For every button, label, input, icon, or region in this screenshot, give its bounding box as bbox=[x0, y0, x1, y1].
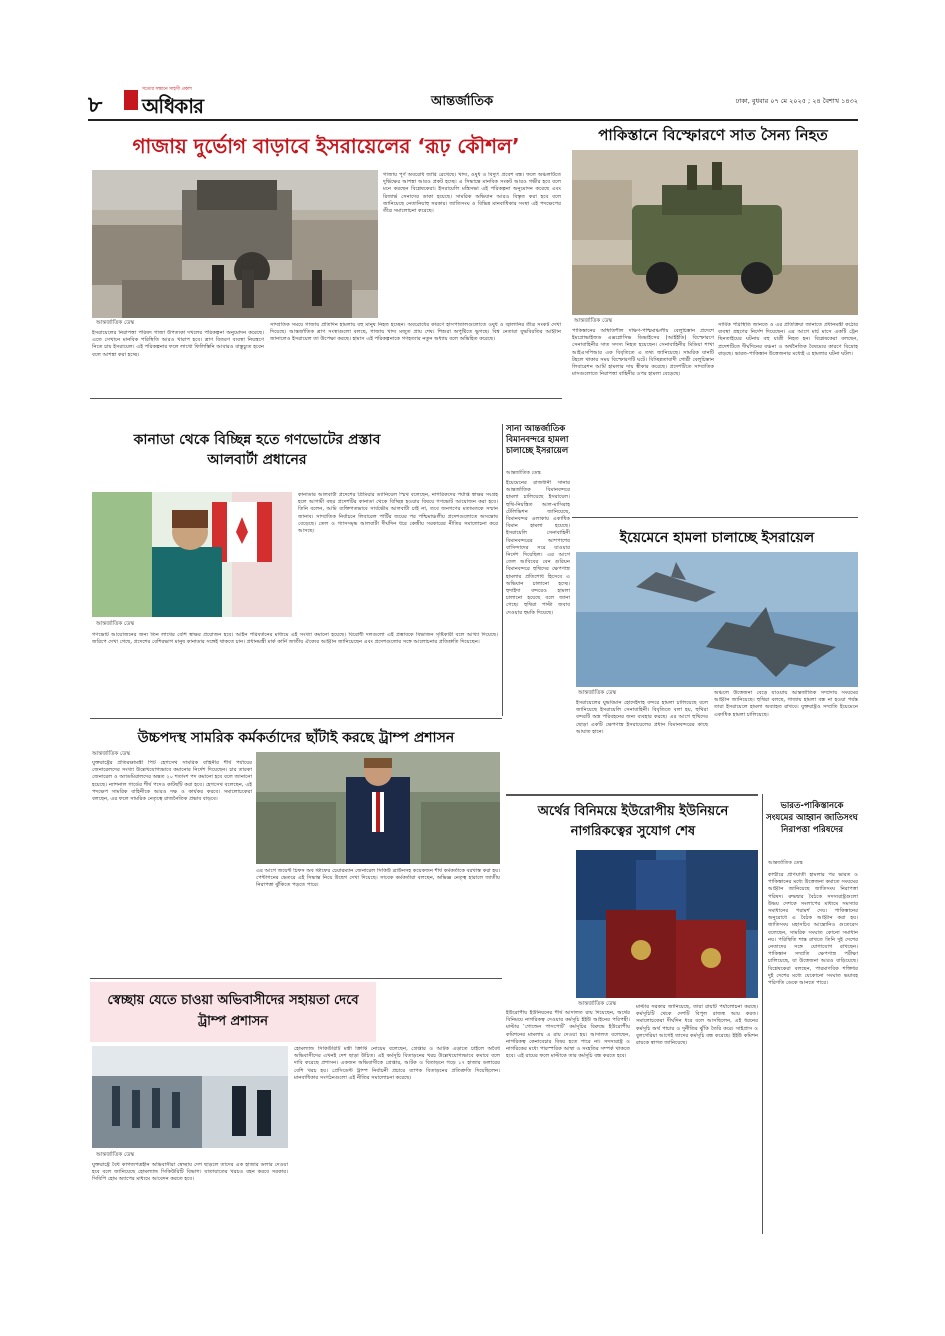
yemen-body-left: ইসরায়েলের যুদ্ধবিমান হোদেইদাহ বন্দরে হামলা চালিয়েছে বলে জানিয়েছে ইসরায়েলি সেনাবাহিনী। বিবৃতিতে বলা হয়, হুথিরা বন্দরটি অস্ত্র পরিবহনের জন্য ব্যবহার করছে। এর আগে হুথিদের ছোড়া একটি ক্ষেপণাস্ত্র ইসরায়েলের প্রধান বিমানবন্দরের কাছে আঘাত হানে। bbox=[576, 700, 708, 735]
migrants-headline: স্বেচ্ছায় যেতে চাওয়া অভিবাসীদের সহায়তা দেবে ট্রাম্প প্রশাসন bbox=[107, 993, 359, 1029]
eu-credit: আন্তর্জাতিক ডেস্ক bbox=[578, 1001, 617, 1007]
eu-headline: অর্থের বিনিময়ে ইউরোপীয় ইউনিয়নে নাগরিকত্বের সুযোগ শেষ bbox=[537, 804, 729, 839]
eu-body-right: মাল্টার সরকার জানিয়েছে, তারা রায়টি পর্যালোচনা করছে। কর্মসূচিটি থেকে দেশটি বিপুল রাজস্ব আয় করত। সমালোচকেরা দীর্ঘদিন ধরে বলে আসছিলেন, এই ধরনের কর্মসূচি অর্থ পাচার ও দুর্নীতির ঝুঁকি তৈরি করে। সাইপ্রাস ও বুলগেরিয়া আগেই তাদের কর্মসূচি বন্ধ করেছে। ইইউ কমিশন রায়কে স্বাগত জানিয়েছে। bbox=[636, 1004, 758, 1047]
row3-rule bbox=[90, 978, 502, 979]
india-body: কাশ্মীরে প্রাণঘাতী হামলার পর ভারত ও পাকিস্তানের মধ্যে উত্তেজনা কমাতে সংযমের আহ্বান জানিয়েছে জাতিসংঘ নিরাপত্তা পরিষদ। রুদ্ধদ্বার বৈঠকে সদস্যরাষ্ট্রগুলো উভয় দেশকে সংলাপের মাধ্যমে সমস্যার সমাধানের পরামর্শ দেয়। পাকিস্তানের অনুরোধে এ বৈঠক আহ্বান করা হয়। জাতিসংঘ মহাসচিব আন্তোনিও গুতেরেস বলেছেন, সামরিক সংঘাত কোনো সমাধান নয়। পরিস্থিতি শান্ত রাখতে তিনি দুই দেশের নেতাদের সঙ্গে যোগাযোগ রাখছেন। পাকিস্তান সম্প্রতি ক্ষেপণাস্ত্র পরীক্ষা চালিয়েছে, যা উত্তেজনা আরও বাড়িয়েছে। বিশ্লেষকেরা বলছেন, পারমাণবিক শক্তিধর দুই দেশের মধ্যে যেকোনো সংঘাত ভয়াবহ পরিণতি ডেকে আনতে পারে। bbox=[768, 872, 858, 987]
canada-photo bbox=[92, 492, 292, 617]
gaza-body-left: ইসরায়েলের নিরাপত্তা পরিষদ গাজা উপত্যকা দখলের পরিকল্পনা অনুমোদন করেছে। এতে সেখানে মানবিক পরিস্থিতি আরও খারাপ হবে। ত্রাণ বিতরণ ব্যবস্থা নিয়ন্ত্রণে নিতে চায় ইসরায়েল। এই পরিকল্পনার ফলে লাখো ফিলিস্তিনি আবারও বাস্তুচ্যুত হবেন বলে আশঙ্কা করা হচ্ছে। bbox=[92, 330, 264, 358]
gaza-credit: আন্তর্জাতিক ডেস্ক bbox=[96, 320, 135, 326]
gaza-headline: গাজায় দুর্ভোগ বাড়াবে ইসরায়েলের ‘রূঢ় কৌশল’ bbox=[132, 134, 520, 158]
sana-credit: আন্তর্জাতিক ডেস্ক bbox=[506, 470, 541, 476]
pakistan-bottom-rule bbox=[572, 517, 858, 518]
military-credit: আন্তর্জাতিক ডেস্ক bbox=[92, 751, 131, 757]
migrants-body-mid: হোমল্যান্ড সিকিউরিটি মন্ত্রী ক্রিস্টি নোয়েম বলেছেন, গ্রেপ্তার ও আটক এড়াতে চাইলে অবৈধ অভিবাসীদের এখনই দেশ ছাড়া উচিত। এই কর্মসূচি বিতাড়নের খরচ উল্লেখযোগ্যভাবে কমাবে বলে দাবি করেছে প্রশাসন। একজন অভিবাসীকে গ্রেপ্তার, আটক ও বিতাড়নে গড়ে ১৭ হাজার ডলারের বেশি খরচ হয়। প্রেসিডেন্ট ট্রাম্প নির্বাচনী প্রচারে ব্যাপক বিতাড়নের প্রতিশ্রুতি দিয়েছিলেন। মানবাধিকার সংগঠনগুলো এই নীতির সমালোচনা করেছে। bbox=[294, 1046, 500, 1081]
canada-credit: আন্তর্জাতিক ডেস্ক bbox=[96, 621, 135, 627]
sana-headline: সানা আন্তর্জাতিক বিমানবন্দরে হামলা চালাচ্ছে ইসরায়েল bbox=[506, 424, 569, 456]
row1-rule bbox=[90, 398, 562, 399]
page-number: ৮ bbox=[88, 93, 103, 118]
pakistan-photo bbox=[572, 150, 858, 315]
pakistan-credit: আন্তর্জাতিক ডেস্ক bbox=[574, 318, 613, 324]
migrants-credit: আন্তর্জাতিক ডেস্ক bbox=[96, 1152, 135, 1158]
india-left-rule bbox=[762, 794, 763, 1234]
yemen-credit: আন্তর্জাতিক ডেস্ক bbox=[578, 690, 617, 696]
canada-headline: কানাডা থেকে বিচ্ছিন্ন হতে গণভোটের প্রস্তাব আলবার্টা প্রধানের bbox=[133, 432, 381, 468]
sana-body: ইয়েমেনের রাজধানী সানার আন্তর্জাতিক বিমানবন্দরে হামলা চালিয়েছে ইসরায়েল। হুথি-নিয়ন্ত্রিত আল-মাসিরাহ টেলিভিশন জানিয়েছে, বিমানবন্দর এলাকায় একাধিক বিমান হামলা হয়েছে। ইসরায়েলি সেনাবাহিনী বিমানবন্দরের আশপাশের বাসিন্দাদের সরে যাওয়ার নির্দেশ দিয়েছিল। এর আগে তেল আবিবের বেন গুরিয়ন বিমানবন্দরে হুথিদের ক্ষেপণাস্ত্র হামলার প্রতিশোধ হিসেবে এ অভিযান চালানো হচ্ছে। হুদাইদা বন্দরেও হামলা চালানো হয়েছে বলে জানা গেছে। হুথিরা পাল্টা জবাব দেওয়ার হুমকি দিয়েছে। bbox=[506, 480, 570, 616]
canada-right-rule bbox=[502, 424, 503, 716]
logo-name: অধিকার bbox=[142, 94, 204, 118]
gaza-photo bbox=[92, 170, 378, 318]
migrants-body-left: যুক্তরাষ্ট্রে বৈধ কাগজপত্রহীন অভিবাসীরা স্বেচ্ছায় দেশ ছাড়লে তাদের এক হাজার ডলার দেওয়া হবে বলে জানিয়েছে হোমল্যান্ড সিকিউরিটি বিভাগ। যাতায়াতের খরচও বহন করবে সরকার। সিবিপি হোম অ্যাপের মাধ্যমে আবেদন করতে হবে। bbox=[92, 1162, 288, 1183]
military-photo bbox=[256, 752, 500, 864]
eu-photo bbox=[576, 850, 758, 998]
pakistan-body: পাকিস্তানের অস্থিতিশীল দক্ষিণ-পশ্চিমাঞ্চলীয় বেলুচিস্তান প্রদেশে ইমপ্রোভাইজড এক্সপ্লোসিভ ডিভাইসের (আইইডি) বিস্ফোরণে সেনাবাহিনীর সাত সদস্য নিহত হয়েছেন। সেনাবাহিনীর মিডিয়া শাখা আইএসপিআর এক বিবৃতিতে এ তথ্য জানিয়েছে। সামরিক যানটি টহলে থাকার সময় বিস্ফোরণটি ঘটে। বিচ্ছিন্নতাবাদী গোষ্ঠী বেলুচিস্তান লিবারেশন আর্মি হামলার দায় স্বীকার করেছে। প্রদেশটিতে সাম্প্রতিক মাসগুলোতে নিরাপত্তা বাহিনীর ওপর হামলা বেড়েছে। bbox=[572, 328, 714, 378]
masthead-rule bbox=[88, 119, 858, 121]
yemen-photo bbox=[576, 552, 858, 687]
logo-red-block bbox=[124, 90, 138, 110]
yemen-headline: ইয়েমেনে হামলা চালাচ্ছে ইসরায়েল bbox=[619, 530, 815, 546]
eu-body-left: ইউরোপীয় ইউনিয়নের শীর্ষ আদালত রায় দিয়েছেন, অর্থের বিনিময়ে নাগরিকত্ব দেওয়ার কর্মসূচি ইইউ আইনের পরিপন্থী। মাল্টার ‘গোল্ডেন পাসপোর্ট’ কর্মসূচির বিরুদ্ধে ইউরোপীয় কমিশনের মামলায় এ রায় দেওয়া হয়। আদালত বলেছেন, নাগরিকত্ব কেনাবেচার বিষয় হতে পারে না। সদস্যরাষ্ট্র ও নাগরিকের মধ্যে পারস্পরিক আস্থা ও সংহতির সম্পর্ক থাকতে হবে। এই রায়ের ফলে মাল্টাকে তার কর্মসূচি বন্ধ করতে হবে। bbox=[506, 1010, 630, 1060]
canada-body-left: গণভোট আয়োজনের জন্য তিন লাখের বেশি স্বাক্ষর প্রয়োজন হবে। আইন পরিবর্তনের মাধ্যমে এই সংখ্যা কমানো হয়েছে। বিরোধী দলগুলো এই প্রস্তাবকে বিভাজন সৃষ্টিকারী বলে আখ্যা দিয়েছে। জরিপে দেখা গেছে, প্রদেশের বেশিরভাগ মানুষ কানাডার সঙ্গেই থাকতে চান। প্রধানমন্ত্রী মার্ক কার্নি জাতীয় ঐক্যের আহ্বান জানিয়েছেন এবং প্রদেশগুলোর সঙ্গে আলোচনার প্রতিশ্রুতি দিয়েছেন। bbox=[92, 632, 498, 646]
yemen-body-right: অঞ্চলে উত্তেজনা বেড়ে যাওয়ায় আন্তর্জাতিক সম্প্রদায় সংযমের আহ্বান জানিয়েছে। হুথিরা বলছে, গাজায় হামলা বন্ধ না হওয়া পর্যন্ত তারা ইসরায়েলে হামলা অব্যাহত রাখবে। যুক্তরাষ্ট্রও সম্প্রতি ইয়েমেনে একাধিক হামলা চালিয়েছে। bbox=[714, 690, 858, 718]
migrants-photo bbox=[92, 1046, 288, 1148]
section-title: আন্তর্জাতিক bbox=[430, 94, 494, 109]
military-headline: উচ্চপদস্থ সামরিক কর্মকর্তাদের ছাঁটাই করছে ট্রাম্প প্রশাসন bbox=[137, 730, 455, 746]
gaza-body-right: গাজায় পূর্ণ অবরোধ জারি রেখেছে। খাদ্য, ওষুধ ও বিদ্যুৎ প্রবেশ বন্ধ। ফলে অঞ্চলটিতে দুর্ভিক্ষের আশঙ্কা আরও প্রকট হচ্ছে। এ সিদ্ধান্তে মানবিক সংকট আরও গভীর হবে বলে মনে করছেন বিশ্লেষকেরা। ইসরায়েলি মন্ত্রিসভা এই পরিকল্পনা অনুমোদন করেছে এবং রিজার্ভ সেনাদের ডাকা হয়েছে। সামরিক অভিযান আরও বিস্তৃত করা হবে বলে জানিয়েছে নেতানিয়াহু সরকার। জাতিসংঘ ও বিভিন্ন মানবাধিকার সংস্থা এই পদক্ষেপের তীব্র সমালোচনা করেছে। bbox=[383, 172, 561, 215]
military-body-left: যুক্তরাষ্ট্রের প্রতিরক্ষামন্ত্রী পিট হেগসেথ সামরিক বাহিনীর শীর্ষ পর্যায়ের জেনারেলদের সংখ্যা উল্লেখযোগ্যভাবে কমানোর নির্দেশ দিয়েছেন। চার তারকা জেনারেল ও অ্যাডমিরালদের অন্তত ২০ শতাংশ পদ কমানো হবে বলে জানানো হয়েছে। ন্যাশনাল গার্ডের শীর্ষ পদেও কাটছাঁট করা হবে। হেগসেথ বলেছেন, এই পদক্ষেপ সামরিক বাহিনীকে আরও দক্ষ ও কার্যকর করবে। সমালোচকেরা বলছেন, এর ফলে সামরিক নেতৃত্বে রাজনৈতিক প্রভাব বাড়বে। bbox=[92, 760, 252, 803]
newspaper-logo bbox=[124, 86, 234, 116]
eu-box-top bbox=[506, 794, 758, 796]
gaza-body-mid: সাম্প্রতিক সময়ে গাজায় প্রতিদিন হামলায় বহু মানুষ নিহত হচ্ছেন। অবরোধের কারণে হাসপাতালগুলোতে ওষুধ ও জ্বালানির তীব্র সংকট দেখা দিয়েছে। আন্তর্জাতিক ত্রাণ সংস্থাগুলো বলছে, গাজায় খাদ্য মজুত প্রায় শেষ। শিশুরা অপুষ্টিতে ভুগছে। বিশ্ব নেতারা যুদ্ধবিরতির আহ্বান জানালেও ইসরায়েল তা উপেক্ষা করছে। হামাস এই পরিকল্পনাকে গণহত্যার নতুন অধ্যায় বলে অভিহিত করেছে। bbox=[270, 322, 561, 343]
row2-rule bbox=[90, 718, 502, 719]
india-credit: আন্তর্জাতিক ডেস্ক bbox=[768, 860, 803, 866]
pakistan-body-right: সার্বিক পরিস্থিতি জানতে ও এর প্রতিক্রিয়া জানাতে প্রধানমন্ত্রী কঠোর ব্যবস্থা গ্রহণের নির্দেশ দিয়েছেন। এর আগে মার্চ মাসে একটি ট্রেন ছিনতাইয়ের ঘটনায় বহু যাত্রী নিহত হন। বিশ্লেষকেরা বলছেন, প্রদেশটিতে দীর্ঘদিনের বঞ্চনা ও অর্থনৈতিক বৈষম্যের কারণে বিদ্রোহ বাড়ছে। ভারত-পাকিস্তান উত্তেজনার মধ্যেই এ হামলার ঘটনা ঘটল। bbox=[718, 322, 858, 357]
military-body-mid: এর আগে জয়েন্ট চিফস অব স্টাফের চেয়ারম্যান জেনারেল সিকিউ ব্রাউনসহ কয়েকজন শীর্ষ কর্মকর্তাকে বরখাস্ত করা হয়। পেন্টাগনের ভেতরে এই সিদ্ধান্ত নিয়ে উদ্বেগ দেখা দিয়েছে। সাবেক কর্মকর্তারা বলছেন, অভিজ্ঞ নেতৃত্ব হারালে জাতীয় নিরাপত্তা ঝুঁকিতে পড়তে পারে। bbox=[256, 868, 500, 889]
dateline: ঢাকা, বুধবার ০৭ মে ২০২৫ ; ২৪ বৈশাখ ১৪৩২ bbox=[735, 97, 858, 105]
pakistan-headline: পাকিস্তানে বিস্ফোরণে সাত সৈন্য নিহত bbox=[598, 126, 828, 144]
india-headline: ভারত-পাকিস্তানকে সংযমের আহ্বান জাতিসংঘ নিরাপত্তা পরিষদের bbox=[766, 801, 858, 835]
canada-body-right: কানাডার আলবার্টা প্রদেশের প্রিমিয়ার ড্যানিয়েল স্মিথ বলেছেন, নাগরিকদের পর্যাপ্ত স্বাক্ষর সংগ্রহ হলে আগামী বছর প্রদেশটির কানাডা থেকে বিচ্ছিন্ন হওয়ার বিষয়ে গণভোট আয়োজন করা হবে। তিনি বলেন, আমি ব্যক্তিগতভাবে সার্বভৌম আলবার্টা চাই না, তবে জনগণের মতামতকে সম্মান জানাব। সাম্প্রতিক নির্বাচনে লিবারেল পার্টির জয়ের পর পশ্চিমাঞ্চলীয় প্রদেশগুলোতে অসন্তোষ বেড়েছে। তেল ও গ্যাসসমৃদ্ধ আলবার্টা দীর্ঘদিন ধরে কেন্দ্রীয় সরকারের নীতির সমালোচনা করে আসছে। bbox=[298, 492, 498, 535]
logo-tagline: সত্যের সন্ধানে সাহসী প্রকাশ bbox=[142, 87, 192, 92]
